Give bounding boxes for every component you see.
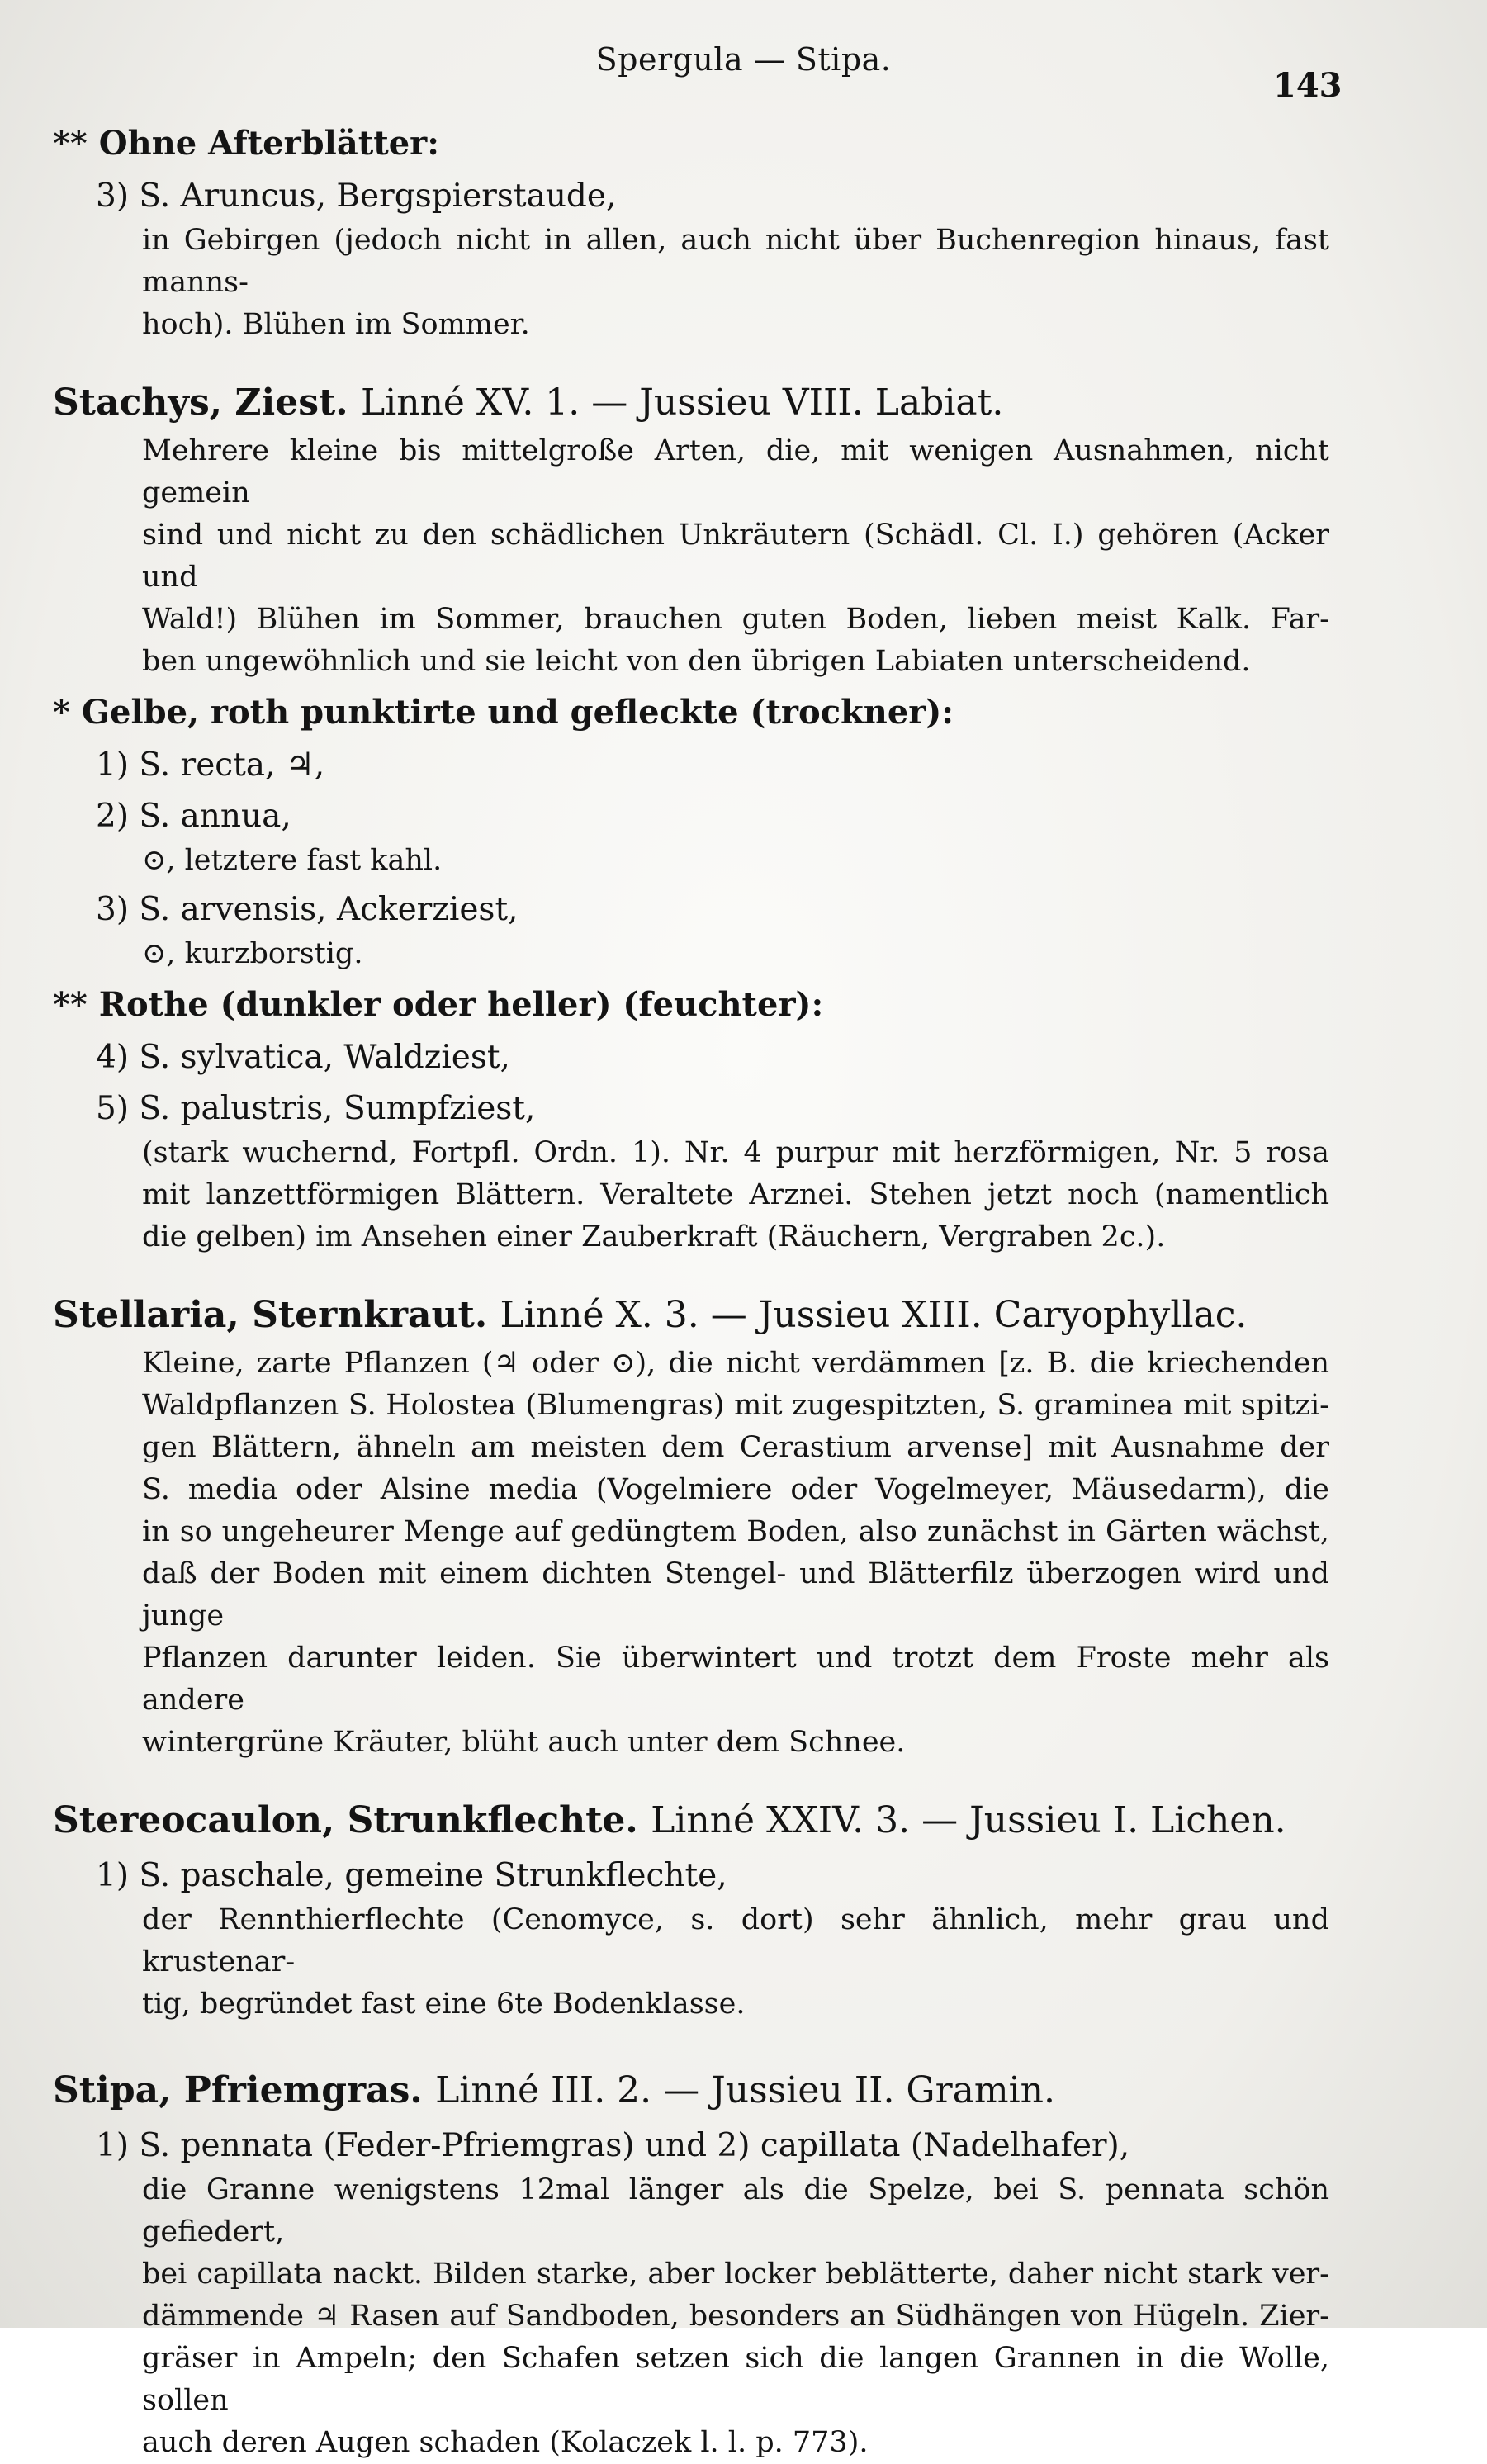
text-line: mit lanzettförmigen Blättern. Veraltete Arznei. Stehen jetzt noch (namentlich: [142, 1178, 1329, 1211]
subheading-ohne-afterblaetter: ** Ohne Afterblätter:: [53, 124, 440, 163]
entry-sylvatica: 4) S. sylvatica, Waldziest,: [96, 1039, 510, 1076]
entry-arvensis: 3) S. arvensis, Ackerziest,: [96, 891, 519, 928]
entry-aruncus: 3) S. Aruncus, Bergspierstaude,: [96, 178, 617, 215]
text-line: ben ungewöhnlich und sie leicht von den übrigen Labiaten unterscheidend.: [142, 645, 1251, 678]
text-line: Waldpflanzen S. Holostea (Blumengras) mit zugespitzten, S. graminea mit spitzi-: [142, 1389, 1329, 1422]
text-line: gen Blättern, ähneln am meisten dem Cerastium arvense] mit Ausnahme der: [142, 1431, 1329, 1464]
text-line: die gelben) im Ansehen einer Zauberkraft (Räuchern, Vergraben 2c.).: [142, 1220, 1166, 1253]
entry-annua: 2) S. annua,: [96, 798, 291, 835]
text-line: hoch). Blühen im Sommer.: [142, 308, 530, 341]
classification: Linné XV. 1. — Jussieu VIII. Labiat.: [360, 381, 1004, 424]
page-body: [53, 114, 1329, 2464]
genus-heading-stachys: [53, 376, 1329, 430]
text-line: Mehrere kleine bis mittelgroße Arten, die, mit wenigen Ausnahmen, nicht gemein: [142, 434, 1329, 509]
genus-name: Stereocaulon, Strunkflechte.: [53, 1799, 638, 1841]
text-line: wintergrüne Kräuter, blüht auch unter dem Schnee.: [142, 1726, 906, 1759]
text-line: dämmende ♃ Rasen auf Sandboden, besonders an Südhängen von Hügeln. Zier-: [142, 2300, 1329, 2333]
entry-recta: 1) S. recta, ♃,: [96, 746, 325, 784]
text-line: in so ungeheurer Menge auf gedüngtem Boden, also zunächst in Gärten wächst,: [142, 1515, 1329, 1548]
text-line: Pflanzen darunter leiden. Sie überwintert und trotzt dem Froste mehr als andere: [142, 1642, 1329, 1717]
genus-name: Stellaria, Sternkraut.: [53, 1294, 488, 1336]
text-line: gräser in Ampeln; den Schafen setzen sich die langen Grannen in die Wolle, sollen: [142, 2342, 1329, 2417]
text-line: die Granne wenigstens 12mal länger als die Spelze, bei S. pennata schön gefiedert,: [142, 2173, 1329, 2248]
text-line: sind und nicht zu den schädlichen Unkräutern (Schädl. Cl. I.) gehören (Acker und: [142, 519, 1329, 594]
text-line: (stark wuchernd, Fortpfl. Ordn. 1). Nr. 4 purpur mit herzförmigen, Nr. 5 rosa: [142, 1136, 1329, 1169]
text-line: daß der Boden mit einem dichten Stengel- und Blätterfilz überzogen wird und junge: [142, 1557, 1329, 1632]
subheading-rothe: ** Rothe (dunkler oder heller) (feuchter):: [53, 985, 824, 1024]
text-line: tig, begründet fast eine 6te Bodenklasse.: [142, 1988, 746, 2021]
classification: Linné III. 2. — Jussieu II. Gramin.: [435, 2069, 1055, 2111]
genus-name: Stipa, Pfriemgras.: [53, 2069, 423, 2111]
running-header: Spergula — Stipa.: [595, 41, 892, 78]
text-line: bei capillata nackt. Bilden starke, aber locker beblätterte, daher nicht stark ver-: [142, 2258, 1329, 2291]
text-line: ⊙, letztere fast kahl.: [142, 844, 443, 877]
text-line: Wald!) Blühen im Sommer, brauchen guten Boden, lieben meist Kalk. Far-: [142, 603, 1329, 636]
text-line: Kleine, zarte Pflanzen (♃ oder ⊙), die nicht verdämmen [z. B. die kriechenden: [142, 1347, 1329, 1380]
text-line: der Rennthierflechte (Cenomyce, s. dort) sehr ähnlich, mehr grau und krustenar-: [142, 1903, 1329, 1978]
classification: Linné XXIV. 3. — Jussieu I. Lichen.: [651, 1799, 1286, 1841]
genus-heading-stellaria: [53, 1288, 1329, 1343]
entry-palustris: 5) S. palustris, Sumpfziest,: [96, 1090, 536, 1127]
genus-name: Stachys, Ziest.: [53, 381, 348, 424]
genus-heading-stipa: [53, 2064, 1329, 2118]
genus-heading-stereocaulon: [53, 1794, 1329, 1848]
subheading-gelbe: * Gelbe, roth punktirte und gefleckte (trockner):: [53, 693, 954, 732]
entry-paschale: 1) S. paschale, gemeine Strunkflechte,: [96, 1857, 727, 1894]
page-number: 143: [1273, 66, 1343, 105]
text-line: ⊙, kurzborstig.: [142, 937, 363, 970]
entry-pennata: 1) S. pennata (Feder-Pfriemgras) und 2) capillata (Nadelhafer),: [96, 2127, 1130, 2164]
text-line: S. media oder Alsine media (Vogelmiere oder Vogelmeyer, Mäusedarm), die: [142, 1473, 1329, 1506]
text-line: in Gebirgen (jedoch nicht in allen, auch nicht über Buchenregion hinaus, fast manns-: [142, 224, 1329, 299]
classification: Linné X. 3. — Jussieu XIII. Caryophyllac.: [500, 1294, 1248, 1336]
text-line: auch deren Augen schaden (Kolaczek l. l. p. 773).: [142, 2426, 869, 2459]
